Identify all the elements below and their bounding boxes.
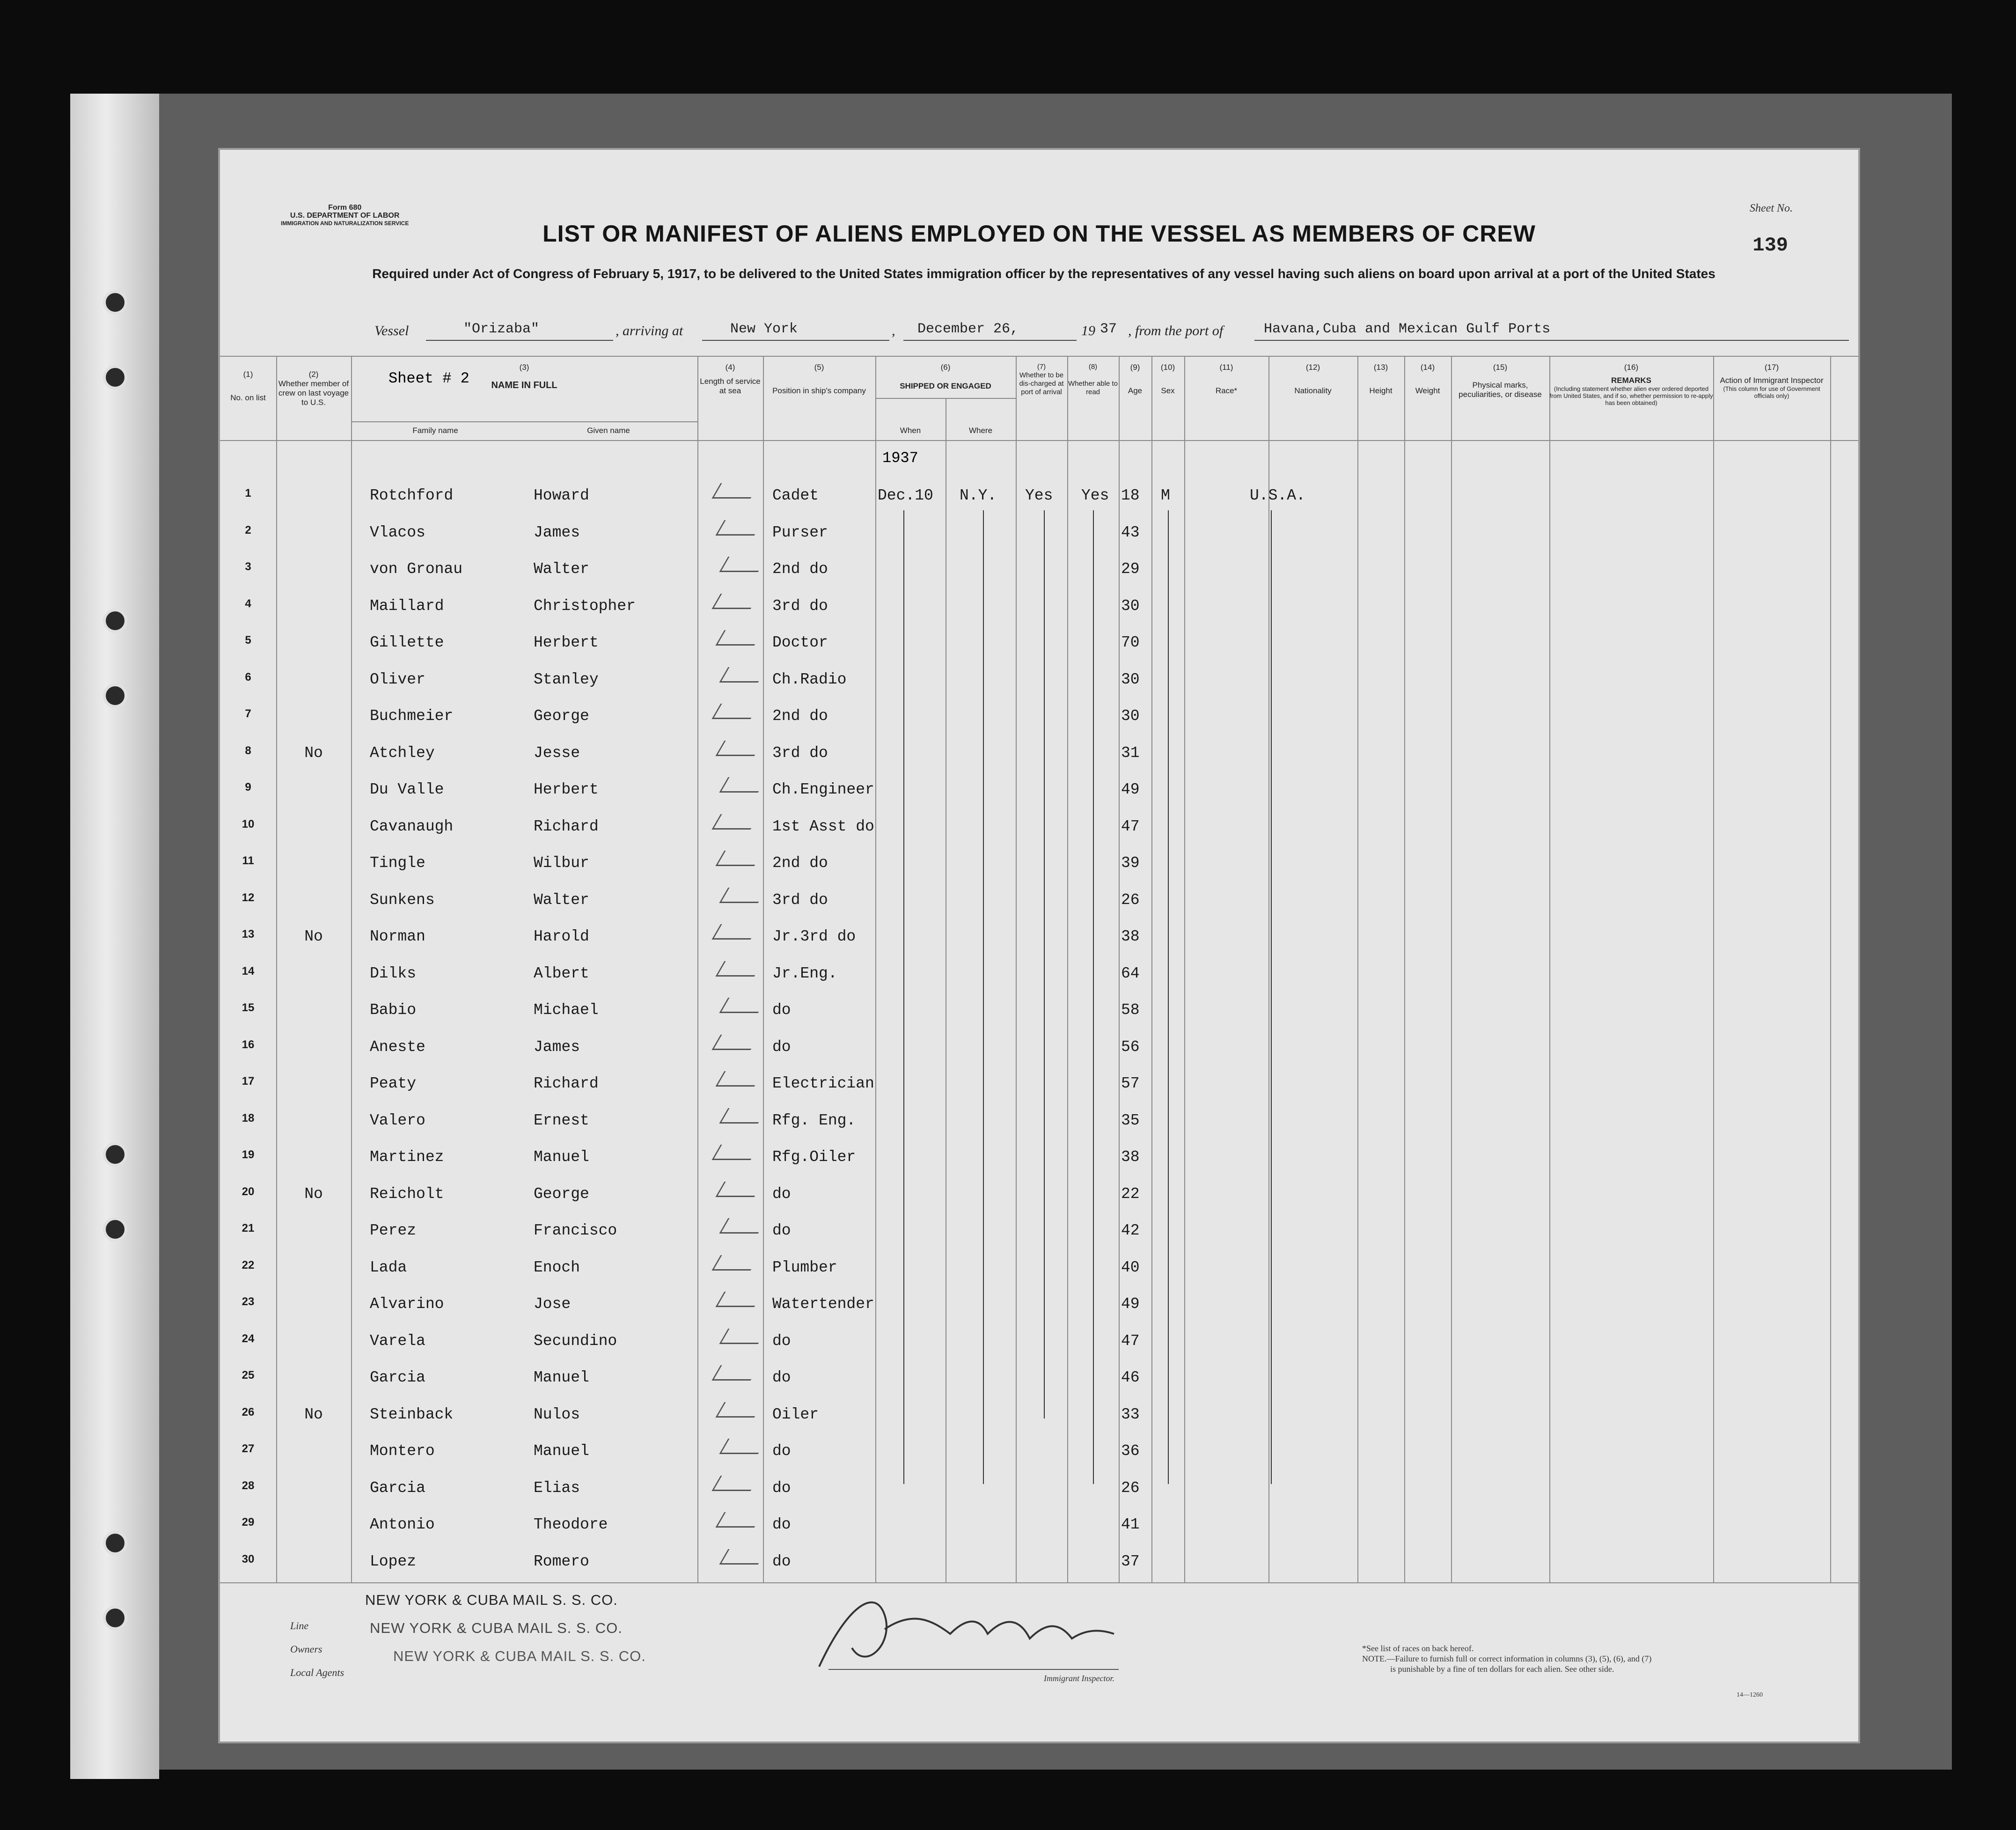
position: do bbox=[772, 1552, 791, 1570]
family-name: Vlacos bbox=[370, 523, 425, 541]
print-code: 14—1260 bbox=[1737, 1691, 1763, 1698]
age: 18 bbox=[1121, 487, 1140, 504]
row-number: 8 bbox=[245, 744, 251, 757]
given-name: Manuel bbox=[534, 1148, 589, 1166]
binder-hole bbox=[103, 1531, 127, 1555]
position: do bbox=[772, 1038, 791, 1056]
manifest-page bbox=[220, 150, 1858, 1742]
previous-voyage: No bbox=[304, 928, 323, 945]
position: Oiler bbox=[772, 1405, 819, 1423]
previous-voyage: No bbox=[304, 1185, 323, 1203]
row-number: 24 bbox=[242, 1332, 255, 1345]
given-name: Theodore bbox=[534, 1516, 608, 1533]
owners-stamp: NEW YORK & CUBA MAIL S. S. CO. bbox=[370, 1620, 623, 1636]
age: 30 bbox=[1121, 707, 1140, 725]
ditto-stroke bbox=[1168, 510, 1169, 1484]
sex: M bbox=[1161, 487, 1170, 504]
family-name: Atchley bbox=[370, 744, 435, 762]
given-name: George bbox=[534, 1185, 589, 1203]
row-number: 25 bbox=[242, 1369, 255, 1382]
binder-hole bbox=[103, 609, 127, 633]
age: 26 bbox=[1121, 1479, 1140, 1497]
ditto-stroke bbox=[983, 510, 984, 1484]
age: 70 bbox=[1121, 634, 1140, 651]
sheet-no-label: Sheet No. bbox=[1750, 202, 1793, 214]
col16-header: (16) REMARKS (Including statement whether alien ever ordered deported from United States, and if so, whether permission to re-apply has been obtained) bbox=[1549, 363, 1713, 406]
check-mark bbox=[719, 1218, 767, 1234]
family-name: Alvarino bbox=[370, 1295, 444, 1313]
row-number: 1 bbox=[245, 487, 251, 500]
row-number: 9 bbox=[245, 781, 251, 794]
family-name: Garcia bbox=[370, 1369, 425, 1386]
check-mark bbox=[719, 998, 767, 1013]
given-name: Elias bbox=[534, 1479, 580, 1497]
position: 2nd do bbox=[772, 854, 828, 872]
row-number: 6 bbox=[245, 670, 251, 683]
check-mark bbox=[711, 1476, 759, 1491]
check-mark bbox=[719, 1439, 767, 1454]
position: do bbox=[772, 1185, 791, 1203]
given-name: Manuel bbox=[534, 1442, 589, 1460]
age: 42 bbox=[1121, 1222, 1140, 1239]
position: Plumber bbox=[772, 1258, 837, 1276]
age: 22 bbox=[1121, 1185, 1140, 1203]
document-subtitle: Required under Act of Congress of February 5, 1917, to be delivered to the United States immigration officer by the representatives of any vessel having such aliens on board upon arrival at a port of the United States bbox=[372, 266, 1715, 281]
col4-header: (4) Length of service at sea bbox=[700, 363, 761, 395]
arrival-port: New York bbox=[730, 321, 798, 337]
row-number: 12 bbox=[242, 891, 255, 904]
check-mark bbox=[715, 630, 763, 646]
age: 30 bbox=[1121, 597, 1140, 615]
row-number: 20 bbox=[242, 1185, 255, 1198]
family-name: Buchmeier bbox=[370, 707, 454, 725]
family-name: Maillard bbox=[370, 597, 444, 615]
row-number: 18 bbox=[242, 1111, 255, 1124]
given-name: Christopher bbox=[534, 597, 636, 615]
given-name: Michael bbox=[534, 1001, 599, 1019]
position: Purser bbox=[772, 523, 828, 541]
age: 36 bbox=[1121, 1442, 1140, 1460]
given-name: Francisco bbox=[534, 1222, 617, 1239]
given-name: Walter bbox=[534, 560, 589, 578]
check-mark bbox=[711, 594, 759, 609]
row-number: 16 bbox=[242, 1038, 255, 1051]
family-name: Babio bbox=[370, 1001, 417, 1019]
given-name: Jesse bbox=[534, 744, 580, 762]
age: 37 bbox=[1121, 1552, 1140, 1570]
row-number: 7 bbox=[245, 707, 251, 720]
year-prefix: 19 bbox=[1081, 323, 1095, 338]
age: 38 bbox=[1121, 928, 1140, 945]
arrival-date: December 26, bbox=[917, 321, 1019, 337]
check-mark bbox=[719, 557, 767, 572]
family-name: Aneste bbox=[370, 1038, 425, 1056]
inspector-label: Immigrant Inspector. bbox=[1044, 1674, 1114, 1683]
position: Watertender bbox=[772, 1295, 874, 1313]
family-name: Montero bbox=[370, 1442, 435, 1460]
discharged: Yes bbox=[1025, 487, 1053, 504]
age: 41 bbox=[1121, 1516, 1140, 1533]
year-suffix: 37 bbox=[1100, 321, 1117, 337]
row-number: 14 bbox=[242, 964, 255, 977]
col15-header: (15) Physical marks, peculiarities, or disease bbox=[1459, 363, 1542, 399]
row-number: 29 bbox=[242, 1516, 255, 1529]
form-number: Form 680 bbox=[328, 204, 362, 212]
position: do bbox=[772, 1369, 791, 1386]
position: 2nd do bbox=[772, 707, 828, 725]
shipped-where: N.Y. bbox=[960, 487, 997, 504]
position: do bbox=[772, 1516, 791, 1533]
binder-hole bbox=[103, 290, 127, 315]
line-stamp: NEW YORK & CUBA MAIL S. S. CO. bbox=[365, 1592, 618, 1608]
family-name: Norman bbox=[370, 928, 425, 945]
check-mark bbox=[719, 777, 767, 793]
family-name: Steinback bbox=[370, 1405, 454, 1423]
check-mark bbox=[715, 1512, 763, 1528]
family-name-header: Family name bbox=[412, 426, 458, 435]
family-name: Varela bbox=[370, 1332, 425, 1350]
age: 46 bbox=[1121, 1369, 1140, 1386]
row-number: 11 bbox=[242, 854, 254, 867]
vessel-info-line: Vessel "Orizaba" , arriving at New York , December 26, 19 37 , from the port of Havana,Cuba and Mexican Gulf Ports bbox=[374, 323, 1872, 344]
from-port-label: , from the port of bbox=[1128, 323, 1224, 338]
position: Cadet bbox=[772, 487, 819, 504]
family-name: Perez bbox=[370, 1222, 417, 1239]
year-note: 1937 bbox=[882, 449, 918, 467]
age: 58 bbox=[1121, 1001, 1140, 1019]
shipped-when: Dec.10 bbox=[878, 487, 933, 504]
col17-header: (17) Action of Immigrant Inspector (This column for use of Government officials only) bbox=[1720, 363, 1824, 399]
check-mark bbox=[711, 924, 759, 940]
position: 3rd do bbox=[772, 744, 828, 762]
row-number: 23 bbox=[242, 1295, 255, 1308]
row-number: 30 bbox=[242, 1552, 255, 1565]
given-name: Howard bbox=[534, 487, 589, 504]
col11-header: (11) Race* bbox=[1215, 363, 1238, 395]
col6-header: (6) SHIPPED OR ENGAGED bbox=[900, 363, 991, 390]
col5-header: (5) Position in ship's company bbox=[772, 363, 866, 395]
col1-header: (1) No. on list bbox=[230, 370, 266, 402]
given-name: Nulos bbox=[534, 1405, 580, 1423]
family-name: Lada bbox=[370, 1258, 407, 1276]
department-label: U.S. DEPARTMENT OF LABOR bbox=[290, 212, 400, 220]
given-name: Romero bbox=[534, 1552, 589, 1570]
position: do bbox=[772, 1222, 791, 1239]
age: 35 bbox=[1121, 1111, 1140, 1129]
check-mark bbox=[711, 483, 759, 499]
family-name: von Gronau bbox=[370, 560, 463, 578]
agents-stamp: NEW YORK & CUBA MAIL S. S. CO. bbox=[393, 1648, 646, 1664]
given-name: Richard bbox=[534, 1075, 599, 1092]
check-mark bbox=[715, 961, 763, 977]
age: 47 bbox=[1121, 1332, 1140, 1350]
table-top-rule bbox=[220, 356, 1858, 357]
check-mark bbox=[715, 851, 763, 866]
family-name: Sunkens bbox=[370, 891, 435, 909]
position: Doctor bbox=[772, 634, 828, 651]
given-name-header: Given name bbox=[587, 426, 630, 435]
position: 3rd do bbox=[772, 891, 828, 909]
row-number: 27 bbox=[242, 1442, 255, 1455]
agents-label: Local Agents bbox=[290, 1667, 345, 1678]
check-mark bbox=[711, 1145, 759, 1160]
given-name: James bbox=[534, 1038, 580, 1056]
check-mark bbox=[711, 704, 759, 719]
given-name: Jose bbox=[534, 1295, 571, 1313]
row-number: 21 bbox=[242, 1222, 255, 1235]
binder-hole bbox=[103, 365, 127, 390]
col2-header: (2) Whether member of crew on last voyage to U.S. bbox=[278, 370, 349, 407]
family-name: Lopez bbox=[370, 1552, 417, 1570]
position: Rfg. Eng. bbox=[772, 1111, 856, 1129]
check-mark bbox=[711, 1035, 759, 1050]
age: 64 bbox=[1121, 964, 1140, 982]
position: Ch.Engineer bbox=[772, 781, 874, 798]
previous-voyage: No bbox=[304, 1405, 323, 1423]
position: 3rd do bbox=[772, 597, 828, 615]
header-bottom-rule bbox=[220, 440, 1858, 441]
family-name: Peaty bbox=[370, 1075, 417, 1092]
age: 33 bbox=[1121, 1405, 1140, 1423]
check-mark bbox=[715, 520, 763, 536]
binder-hole bbox=[103, 1217, 127, 1242]
given-name: Enoch bbox=[534, 1258, 580, 1276]
ditto-stroke bbox=[1271, 510, 1272, 1484]
family-name: Garcia bbox=[370, 1479, 425, 1497]
vessel-name: "Orizaba" bbox=[463, 321, 540, 337]
row-number: 2 bbox=[245, 523, 251, 537]
age: 49 bbox=[1121, 781, 1140, 798]
row-number: 17 bbox=[242, 1075, 255, 1088]
row-number: 15 bbox=[242, 1001, 255, 1014]
age: 26 bbox=[1121, 891, 1140, 909]
age: 56 bbox=[1121, 1038, 1140, 1056]
check-mark bbox=[719, 888, 767, 903]
check-mark bbox=[719, 1108, 767, 1124]
check-mark bbox=[711, 1365, 759, 1381]
family-name: Dilks bbox=[370, 964, 417, 982]
age: 38 bbox=[1121, 1148, 1140, 1166]
family-name: Gillette bbox=[370, 634, 444, 651]
binder-hole bbox=[103, 683, 127, 708]
sheet-number: 139 bbox=[1752, 234, 1788, 257]
family-name: Valero bbox=[370, 1111, 425, 1129]
arriving-label: , arriving at bbox=[616, 323, 683, 338]
given-name: Stanley bbox=[534, 670, 599, 688]
age: 40 bbox=[1121, 1258, 1140, 1276]
service-label: IMMIGRATION AND NATURALIZATION SERVICE bbox=[281, 220, 409, 227]
age: 39 bbox=[1121, 854, 1140, 872]
binder-hole bbox=[103, 1142, 127, 1167]
nationality: U.S.A. bbox=[1250, 487, 1305, 504]
sheet-note: Sheet # 2 bbox=[389, 370, 469, 387]
vessel-label: Vessel bbox=[374, 323, 409, 338]
col13-header: (13) Height bbox=[1369, 363, 1393, 395]
check-mark bbox=[715, 1292, 763, 1307]
col8-header: (8) Whether able to read bbox=[1068, 363, 1118, 396]
age: 47 bbox=[1121, 817, 1140, 835]
family-name: Reicholt bbox=[370, 1185, 444, 1203]
ditto-stroke bbox=[1093, 510, 1094, 1484]
departure-port: Havana,Cuba and Mexican Gulf Ports bbox=[1264, 321, 1551, 337]
age: 30 bbox=[1121, 670, 1140, 688]
given-name: George bbox=[534, 707, 589, 725]
row-number: 19 bbox=[242, 1148, 255, 1161]
col12-header: (12) Nationality bbox=[1294, 363, 1332, 395]
col7-header: (7) Whether to be dis-charged at port of arrival bbox=[1019, 363, 1064, 396]
given-name: James bbox=[534, 523, 580, 541]
age: 31 bbox=[1121, 744, 1140, 762]
family-name: Rotchford bbox=[370, 487, 454, 504]
check-mark bbox=[711, 1255, 759, 1271]
given-name: Walter bbox=[534, 891, 589, 909]
row-number: 5 bbox=[245, 634, 251, 647]
document-title: LIST OR MANIFEST OF ALIENS EMPLOYED ON THE VESSEL AS MEMBERS OF CREW bbox=[542, 220, 1536, 247]
position: Rfg.Oiler bbox=[772, 1148, 856, 1166]
given-name: Secundino bbox=[534, 1332, 617, 1350]
position: Ch.Radio bbox=[772, 670, 847, 688]
age: 43 bbox=[1121, 523, 1140, 541]
when-header: When bbox=[900, 426, 921, 435]
age: 57 bbox=[1121, 1075, 1140, 1092]
row-number: 4 bbox=[245, 597, 251, 610]
col10-header: (10) Sex bbox=[1160, 363, 1175, 395]
position: 2nd do bbox=[772, 560, 828, 578]
family-name: Du Valle bbox=[370, 781, 444, 798]
owners-label: Owners bbox=[290, 1643, 323, 1655]
check-mark bbox=[715, 1182, 763, 1197]
position: Electrician bbox=[772, 1075, 874, 1092]
check-mark bbox=[715, 1071, 763, 1087]
footnote: *See list of races on back hereof. NOTE.—Failure to furnish full or correct information in columns (3), (5), (6), and (7) is punishable by a fine of ten dollars for each alien. See other side. bbox=[1362, 1644, 1652, 1674]
check-mark bbox=[715, 1402, 763, 1418]
given-name: Albert bbox=[534, 964, 589, 982]
check-mark bbox=[711, 814, 759, 830]
previous-voyage: No bbox=[304, 744, 323, 762]
given-name: Manuel bbox=[534, 1369, 589, 1386]
given-name: Herbert bbox=[534, 781, 599, 798]
given-name: Harold bbox=[534, 928, 589, 945]
position: 1st Asst do bbox=[772, 817, 874, 835]
family-name: Cavanaugh bbox=[370, 817, 454, 835]
position: Jr.3rd do bbox=[772, 928, 856, 945]
family-name: Martinez bbox=[370, 1148, 444, 1166]
row-number: 22 bbox=[242, 1258, 255, 1271]
line-label: Line bbox=[290, 1620, 309, 1632]
check-mark bbox=[719, 667, 767, 683]
able-to-read: Yes bbox=[1081, 487, 1109, 504]
row-number: 28 bbox=[242, 1479, 255, 1492]
row-number: 3 bbox=[245, 560, 251, 573]
binder-hole bbox=[103, 1606, 127, 1630]
inspector-signature bbox=[810, 1578, 1137, 1681]
position: do bbox=[772, 1442, 791, 1460]
ditto-stroke bbox=[1044, 510, 1045, 1418]
col14-header: (14) Weight bbox=[1415, 363, 1440, 395]
position: Jr.Eng. bbox=[772, 964, 837, 982]
row-number: 10 bbox=[242, 817, 255, 830]
position: do bbox=[772, 1001, 791, 1019]
position: do bbox=[772, 1332, 791, 1350]
position: do bbox=[772, 1479, 791, 1497]
given-name: Richard bbox=[534, 817, 599, 835]
given-name: Herbert bbox=[534, 634, 599, 651]
where-header: Where bbox=[968, 426, 993, 435]
family-name: Antonio bbox=[370, 1516, 435, 1533]
given-name: Ernest bbox=[534, 1111, 589, 1129]
col9-header: (9) Age bbox=[1128, 363, 1143, 395]
family-name: Tingle bbox=[370, 854, 425, 872]
family-name: Oliver bbox=[370, 670, 425, 688]
given-name: Wilbur bbox=[534, 854, 589, 872]
check-mark bbox=[719, 1549, 767, 1565]
check-mark bbox=[715, 741, 763, 756]
binder-strip bbox=[70, 94, 159, 1779]
check-mark bbox=[719, 1329, 767, 1344]
ditto-stroke bbox=[903, 510, 904, 1484]
row-number: 13 bbox=[242, 928, 255, 941]
age: 29 bbox=[1121, 560, 1140, 578]
col3-header: (3) NAME IN FULL bbox=[491, 363, 557, 390]
age: 49 bbox=[1121, 1295, 1140, 1313]
row-number: 26 bbox=[242, 1405, 255, 1418]
